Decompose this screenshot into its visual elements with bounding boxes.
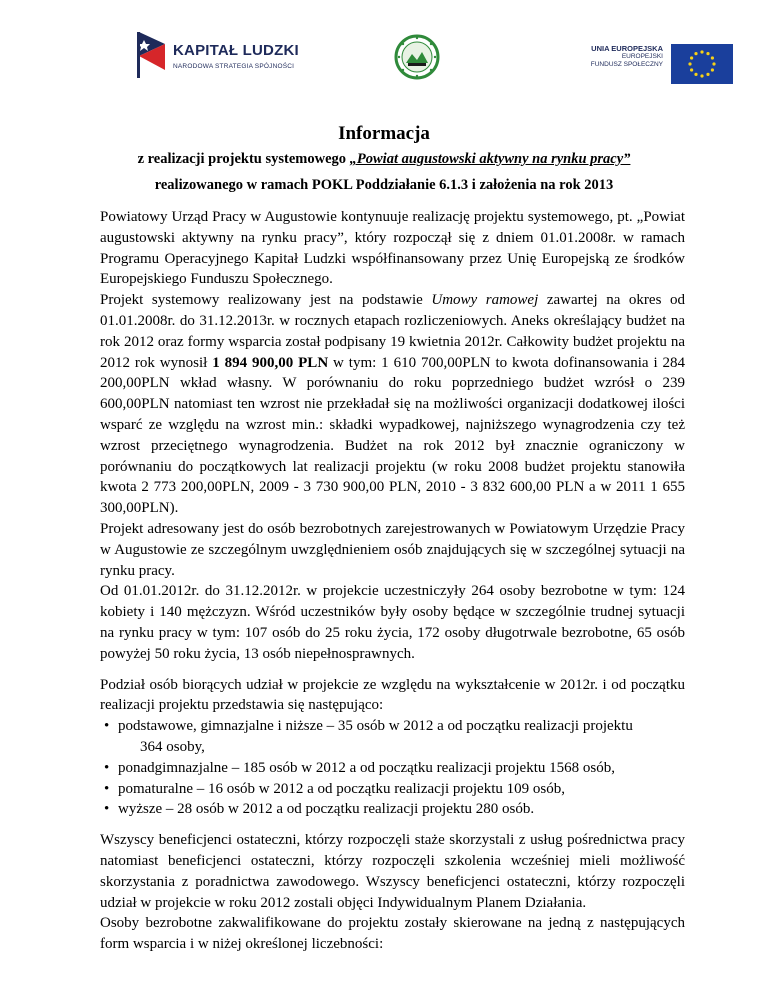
- document-title: Informacja: [338, 123, 430, 144]
- powiat-emblem: [394, 34, 440, 85]
- document-body: [100, 207, 685, 955]
- eu-line2: EUROPEJSKI: [621, 53, 663, 60]
- paragraph-participants: Od 01.01.2012r. do 31.12.2012r. w projekcie uczestniczyły 264 osoby bezrobotne w tym: 124 kobiety i 140 mężczyzn. Wśród uczestników były osoby będące w szczególnie trudnej sytuacji na rynku pracy w tym: 107 osób do 25 roku życia, 172 osoby długotrwale bezrobotne, 65 osób powyżej 50 roku życia, 13 osób niepełnosprawnych.: [100, 583, 685, 662]
- list-item: • wyższe – 28 osób w 2012 a od początku realizacji projektu 280 osób.: [100, 799, 685, 820]
- paragraph-target-group: Projekt adresowany jest do osób bezrobotnych zarejestrowanych w Powiatowym Urzędzie Pracy w Augustowie ze szczególnym uwzględnieniem osób znajdujących się w szczególnej sytuacji na rynku pracy.: [100, 520, 685, 579]
- kapital-ludzki-mark-icon: [135, 30, 169, 80]
- document-subtitle-program: realizowanego w ramach POKL Poddziałanie 6.1.3 i założenia na rok 2013: [154, 177, 614, 193]
- paragraph-beneficiaries: Wszyscy beneficjenci ostateczni, którzy rozpoczęli staże skorzystali z usług pośrednictwa pracy natomiast beneficjenci ostateczni, którzy rozpoczęli szkolenia wcześniej mieli możliwość skorzystania z poradnictwa zawodowego. Wszyscy beneficjenci ostateczni, którzy rozpoczęli udział w projekcie w roku 2012 zostali objęci Indywidualnym Planem Działania.: [100, 832, 685, 911]
- paragraph-intro: Powiatowy Urząd Pracy w Augustowie kontynuuje realizację projektu systemowego, pt. „Powiat augustowski aktywny na rynku pracy”, który rozpoczął się z dniem 01.01.2008r. w ramach Programu Operacyjnego Kapitał Ludzki współfinansowany przez Unię Europejską ze środków Europejskiego Funduszu Społecznego.: [100, 209, 685, 288]
- list-item: • pomaturalne – 16 osób w 2012 a od początku realizacji projektu 109 osób,: [100, 779, 685, 800]
- round-emblem-icon: [394, 34, 440, 80]
- kapital-ludzki-subtitle: NARODOWA STRATEGIA SPÓJNOŚCI: [173, 63, 295, 70]
- eu-logo-text: [591, 44, 663, 69]
- subtitle-prefix: z realizacji projektu systemowego: [137, 151, 350, 167]
- education-list: [100, 716, 685, 820]
- subtitle-project-name: „Powiat augustowski aktywny na rynku pracy”: [349, 151, 631, 167]
- budget-total-amount: 1 894 900,00 PLN: [212, 354, 329, 371]
- eu-logo: [588, 44, 733, 82]
- paragraph-education-intro: Podział osób biorących udział w projekcie ze względu na wykształcenie w 2012r. i od początku realizacji projektu przedstawia się następująco:: [100, 676, 685, 714]
- eu-flag-icon: [671, 44, 733, 84]
- list-item-text: podstawowe, gimnazjalne i niższe – 35 osób w 2012 a od początku realizacji projektu: [118, 718, 633, 735]
- budget-agreement-name: Umowy ramowej: [431, 292, 539, 309]
- eu-line3: FUNDUSZ SPOŁECZNY: [590, 61, 663, 68]
- list-item: [100, 716, 685, 758]
- kapital-ludzki-title: KAPITAŁ LUDZKI: [173, 42, 299, 59]
- list-item: • ponadgimnazjalne – 185 osób w 2012 a od początku realizacji projektu 1568 osób,: [100, 758, 685, 779]
- list-item-continuation: 364 osoby,: [140, 738, 205, 755]
- paragraph-support-forms: Osoby bezrobotne zakwalifikowane do projektu zostały skierowane na jedną z następujących form wsparcia i w niżej określonej liczebności:: [100, 915, 685, 953]
- budget-text-a: Projekt systemowy realizowany jest na podstawie: [100, 292, 432, 309]
- document-subtitle-project: [0, 150, 768, 168]
- budget-text-c: w tym: 1 610 700,00PLN to kwota dofinansowania i 284 200,00PLN wkład własny. W porównaniu do roku poprzedniego budżet wzrósł o 239 600,00PLN natomiast ten wzrost nie przekładał się na możliwości organizacji dodatkowej ilości wsparć ze względu na wzrost min.: składki wypadkowej, najniższego wynagrodzenia czy też wzrost przeciętnego wynagrodzenia. Budżet na rok 2012 był znacznie ograniczony w porównaniu do początkowych lat realizacji projektu (w roku 2008 budżet projektu stanowiła kwota 2 773 200,00PLN, 2009 - 3 730 900,00 PLN, 2010 - 3 832 600,00 PLN a w 2011 1 655 300,00PLN).: [100, 354, 686, 517]
- budget-text-b: zawartej na okres od 01.01.2008r. do 31.12.2013r. w rocznych etapach rozliczeniowych. Aneks określający budżet na rok 2012 oraz formy wsparcia został podpisany 19 kwietnia 2012r. Całkowity budżet projektu na 2012 rok wynosił: [100, 292, 685, 371]
- eu-line1: UNIA EUROPEJSKA: [591, 44, 663, 53]
- paragraph-budget: [100, 290, 685, 519]
- kapital-ludzki-logo: [135, 30, 345, 82]
